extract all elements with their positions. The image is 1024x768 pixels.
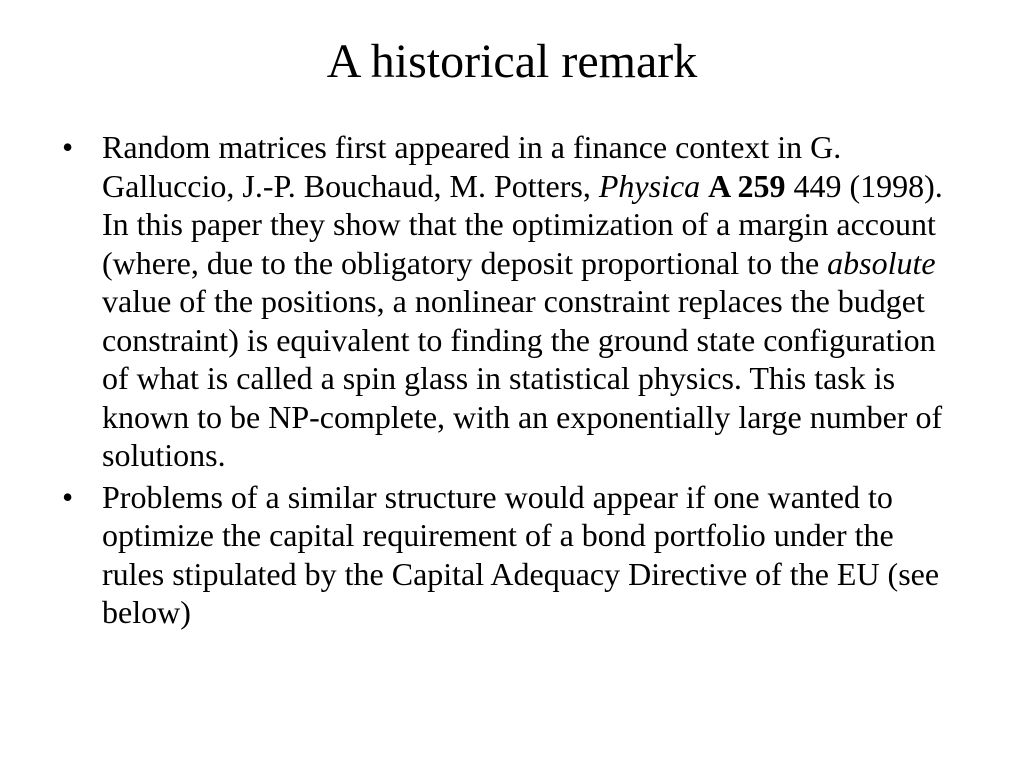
bullet-2-text: Problems of a similar structure would appear if one wanted to optimize the capital requirement of a bond portfolio under the rules stipulated by the Capital Adequacy Directive of the EU (see below) — [102, 478, 940, 630]
bullet-1-text-part-1: Random matrices first appeared in a finance context in G. Galluccio, J.-P. Bouchaud, M. Potters, — [102, 129, 842, 204]
bullet-list — [56, 128, 956, 635]
bullet-1-text-part-3: 449 (1998). In this paper they show that the optimization of a margin account (where, due to the obligatory deposit proportional to the — [102, 167, 943, 281]
bullet-item-2 — [56, 478, 956, 632]
journal-volume: A 259 — [708, 167, 786, 204]
bullet-point-icon: • — [62, 478, 74, 515]
journal-name: Physica — [598, 167, 701, 204]
bullet-1-text-part-2 — [700, 168, 708, 204]
bullet-item-1 — [56, 128, 956, 475]
bullet-1-text-part-4: value of the positions, a nonlinear constraint replaces the budget constraint) is equivalent to finding the ground state configuration of what is called a spin glass in statistical physics. This task is known to be NP-complete, with an exponentially large number of solutions. — [102, 283, 943, 473]
slide-title: A historical remark — [326, 35, 698, 88]
emphasized-word: absolute — [827, 244, 936, 281]
bullet-point-icon: • — [62, 129, 74, 165]
